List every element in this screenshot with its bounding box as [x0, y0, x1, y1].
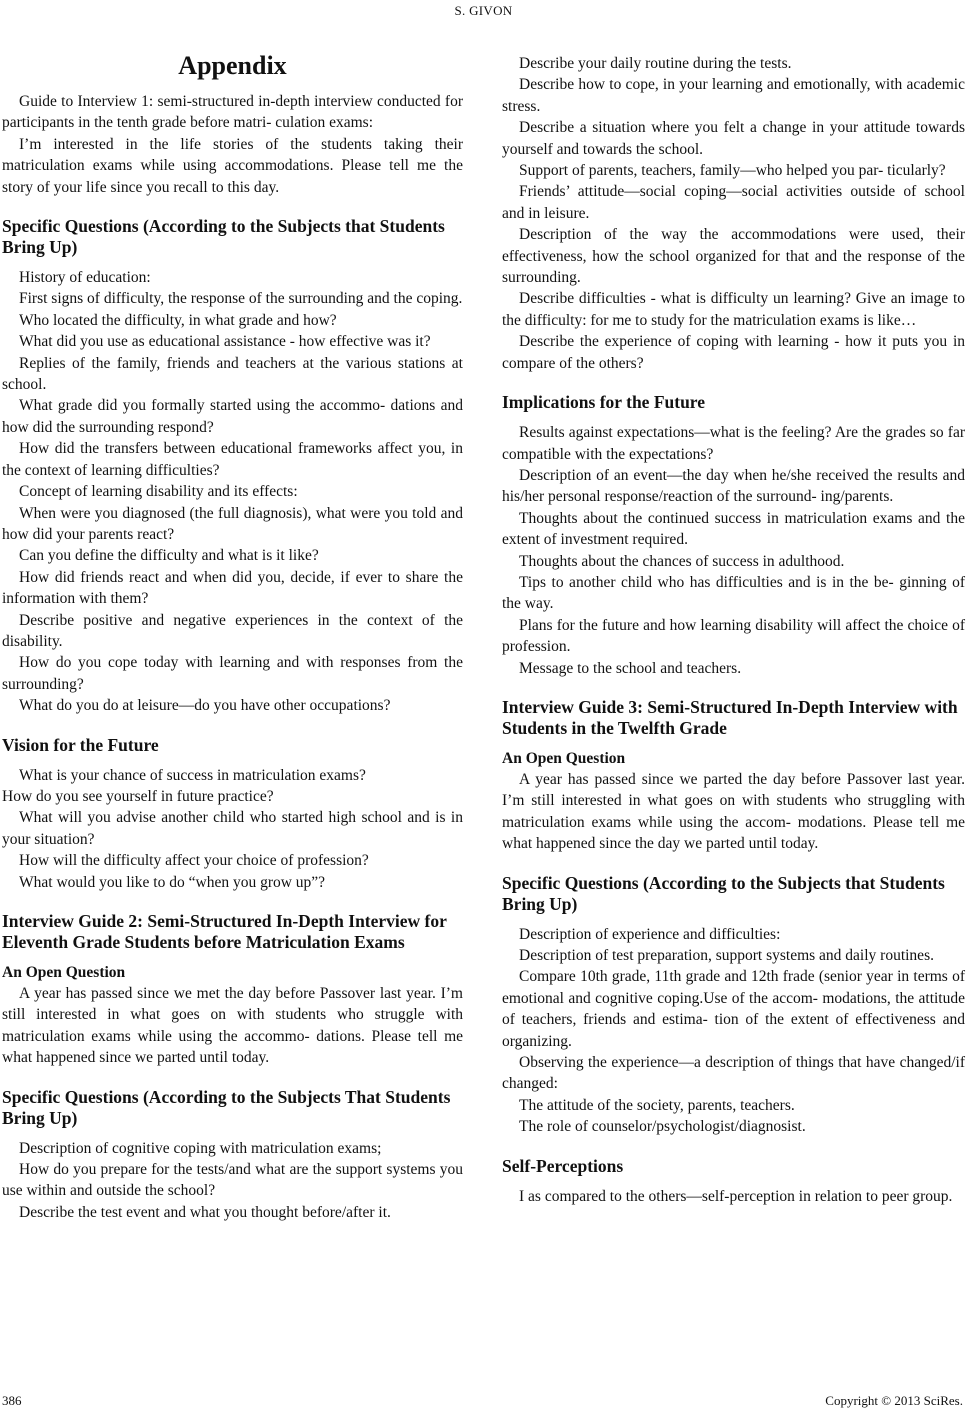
question-item: The attitude of the society, parents, teachers. [519, 1096, 795, 1114]
page-number: 386 [2, 1393, 22, 1408]
section-heading: Vision for the Future [2, 734, 159, 755]
question-item: Description of experience and difficulties: [519, 925, 781, 943]
question-item: Describe the experience of coping with learning - how it puts you in compare of the others? [502, 333, 965, 372]
question-item: Description of an event—the day when he/she received the results and his/her personal response/reaction of the surround- ing/parents. [502, 466, 965, 506]
question-item: Description of test preparation, support systems and daily routines. [519, 947, 934, 964]
question-item: Describe difficulties - what is difficulty un learning? Give an image to the difficulty: for me to study for the matriculation exams is like… [502, 290, 965, 329]
question-item: Message to the school and teachers. [519, 659, 742, 677]
paragraph: A year has passed since we parted the day before Passover last year. I’m still interested in what goes on with students who struggling with matriculation exams while using the accom- modations. Please tell me what happened since the day we parted until today. [502, 770, 965, 853]
paragraph: Guide to Interview 1: semi-structured in-depth interview conducted for participants in the tenth grade before matri- culation exams: [2, 93, 463, 132]
question-item: Description of cognitive coping with matriculation exams; [19, 1139, 382, 1157]
question-item: Description of the way the accommodations were used, their effectiveness, how the school organized for that and the response of the surrounding. [502, 226, 965, 287]
question-item: Observing the experience—a description of things that have changed/if changed: [502, 1054, 965, 1093]
subsection-heading: An Open Question [502, 749, 626, 767]
question-item: Describe a situation where you felt a change in your attitude towards yourself and towards the school. [502, 119, 965, 158]
question-item: How do you cope today with learning and with responses from the surrounding? [2, 654, 463, 693]
appendix-title: Appendix [178, 51, 287, 80]
question-item: Plans for the future and how learning disability will affect the choice of profession. [502, 616, 965, 656]
question-item: Can you define the difficulty and what is it like? [19, 547, 319, 565]
section-heading: Specific Questions (According to the Subjects that Students Bring Up) [2, 216, 445, 258]
question-item: What is your chance of success in matriculation exams? [19, 766, 366, 784]
section-heading: Specific Questions (According to the Subjects that Students Bring Up) [502, 872, 945, 914]
paragraph: I’m interested in the life stories of the students taking their matriculation exams while using accommodations. Please tell me the story of your life since you recall to this day. [2, 135, 463, 196]
question-item: Tips to another child who has difficulties and is in the be- ginning of the way. [502, 573, 965, 613]
question-item: Friends’ attitude—social coping—social activities outside of school and in leisure. [502, 183, 965, 222]
question-item: Who located the difficulty, in what grade and how? [19, 311, 337, 329]
question-item: Describe the test event and what you thought before/after it. [19, 1203, 391, 1221]
section-heading: Interview Guide 3: Semi-Structured In-Depth Interview with Students in the Twelfth Grade [502, 696, 958, 738]
question-item: Describe your daily routine during the tests. [519, 55, 792, 72]
subsection-heading: An Open Question [2, 964, 126, 981]
left-column [2, 52, 463, 1223]
question-item: Thoughts about the continued success in matriculation exams and the extent of investment required. [502, 509, 965, 549]
question-item: What will you advise another child who started high school and is in your situation? [2, 809, 463, 848]
question-item: What would you like to do “when you grow up”? [19, 873, 326, 891]
question-item: Support of parents, teachers, family—who helped you par- ticularly? [519, 162, 946, 180]
question-item: First signs of difficulty, the response of the surrounding and the coping. [19, 290, 463, 308]
copyright-notice: Copyright © 2013 SciRes. [825, 1393, 963, 1408]
section-heading: Specific Questions (According to the Subjects That Students Bring Up) [2, 1086, 451, 1128]
question-item: How did the transfers between educational frameworks affect you, in the context of learning difficulties? [2, 440, 463, 479]
paragraph: A year has passed since we met the day before Passover last year. I’m still interested in what goes on with students who struggle with matriculation exams while using the accommo- dations. Please tell me what happened since we parted until today. [2, 985, 463, 1067]
question-item: What grade did you formally started using the accommo- dations and how did the surrounding respond? [2, 397, 463, 436]
question-item: Thoughts about the chances of success in adulthood. [519, 552, 845, 570]
question-item: Results against expectations—what is the feeling? Are the grades so far compatible with the expectations? [502, 424, 965, 463]
section-heading: Self-Perceptions [502, 1155, 624, 1176]
question-item: Describe positive and negative experiences in the context of the disability. [2, 611, 463, 650]
question-item: What do you do at leisure—do you have other occupations? [19, 697, 391, 715]
question-item: How did friends react and when did you, decide, if ever to share the information with them? [2, 568, 463, 608]
question-item: How will the difficulty affect your choice of profession? [19, 852, 369, 870]
question-item: How do you see yourself in future practice? [2, 787, 274, 805]
question-item: History of education: [19, 269, 151, 287]
question-item: The role of counselor/psychologist/diagnosist. [519, 1118, 806, 1136]
section-heading: Implications for the Future [502, 392, 706, 413]
paragraph: I as compared to the others—self-perception in relation to peer group. [519, 1187, 953, 1205]
question-item: Replies of the family, friends and teachers at the various stations at school. [2, 354, 463, 394]
question-item: Concept of learning disability and its effects: [19, 483, 298, 501]
question-item: When were you diagnosed (the full diagnosis), what were you told and how did your parents react? [2, 504, 463, 543]
question-item: Describe how to cope, in your learning and emotionally, with academic stress. [502, 76, 965, 115]
question-item: What did you use as educational assistance - how effective was it? [19, 333, 431, 351]
section-heading: Interview Guide 2: Semi-Structured In-Depth Interview for Eleventh Grade Students before Matriculation Exams [2, 911, 447, 952]
right-column [502, 53, 965, 1207]
question-item: Compare 10th grade, 11th grade and 12th frade (senior year in terms of emotional and cognitive coping.Use of the accom- modations, the attitude of teachers, friends and estima- tion of the extent of effectiveness and organizing. [502, 968, 965, 1050]
question-item: How do you prepare for the tests/and what are the support systems you use within and outside the school? [2, 1161, 463, 1200]
running-head: S. GIVON [454, 3, 513, 18]
